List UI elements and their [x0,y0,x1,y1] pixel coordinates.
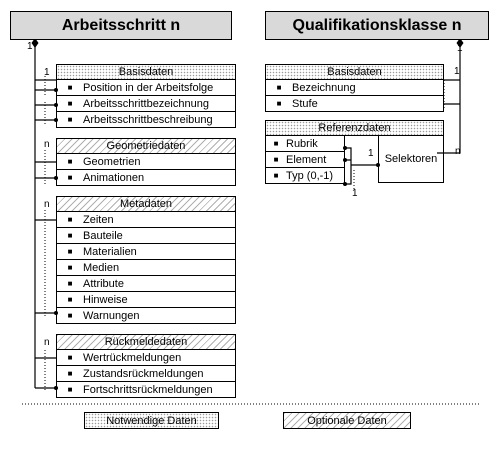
list-item [57,80,235,95]
list-item [57,259,235,275]
basisdaten-header: Basisdaten [56,64,236,80]
ref-cardinality-right: n [455,146,461,157]
metadaten-cardinality: n [44,199,50,210]
metadaten-items [56,212,236,324]
list-item [57,307,235,323]
bullet-icon: ■ [67,369,73,378]
list-item [57,275,235,291]
bullet-icon: ■ [273,155,279,164]
item-label: Medien [83,261,120,274]
left-title: Arbeitsschritt n [10,11,232,40]
bullet-icon: ■ [276,99,282,108]
list-item [266,151,344,167]
selektoren-box: Selektoren [378,136,444,183]
bullet-icon: ■ [67,385,73,394]
bullet-icon: ■ [67,83,73,92]
bullet-icon: ■ [67,173,73,182]
right-basisdaten-cardinality: 1 [454,66,460,77]
item-label: Element [286,153,327,166]
item-label: Warnungen [83,309,140,322]
item-label: Hinweise [83,293,128,306]
item-label: Fortschrittsrückmeldungen [83,383,213,396]
referenzdaten-header: Referenzdaten [265,120,444,136]
bullet-icon: ■ [67,295,73,304]
list-item [57,95,235,111]
bullet-icon: ■ [67,311,73,320]
item-label: Bauteile [83,229,123,242]
item-label: Typ (0,-1) [286,169,334,182]
bullet-icon: ■ [67,231,73,240]
list-item [57,365,235,381]
item-label: Animationen [83,171,145,184]
list-item [57,227,235,243]
bullet-icon: ■ [276,83,282,92]
item-label: Position in der Arbeitsfolge [83,81,214,94]
ref-cardinality-bottom: 1 [352,188,358,199]
item-label: Materialien [83,245,137,258]
list-item [57,212,235,227]
list-item [57,111,235,127]
list-item [266,95,443,111]
list-item [266,80,443,95]
ref-cardinality-left: 1 [368,148,374,159]
referenzdaten-items [265,136,345,184]
bullet-icon: ■ [67,279,73,288]
rueckmeldedaten-items [56,350,236,398]
list-item [57,169,235,185]
item-label: Rubrik [286,137,318,150]
item-label: Arbeitsschrittbezeichnung [83,97,209,110]
list-item [57,381,235,397]
basisdaten-items [56,80,236,128]
geometriedaten-items [56,154,236,186]
item-label: Arbeitsschrittbeschreibung [83,113,213,126]
bullet-icon: ■ [67,215,73,224]
item-label: Zustandsrückmeldungen [83,367,204,380]
bullet-icon: ■ [67,99,73,108]
bullet-icon: ■ [67,263,73,272]
item-label: Stufe [292,97,318,110]
bullet-icon: ■ [67,247,73,256]
right-basisdaten-header: Basisdaten [265,64,444,80]
right-root-cardinality: 1 [457,43,463,54]
legend-required: Notwendige Daten [84,412,219,429]
legend-optional: Optionale Daten [283,412,411,429]
geometriedaten-cardinality: n [44,139,50,150]
geometriedaten-header: Geometriedaten [56,138,236,154]
item-label: Bezeichnung [292,81,356,94]
list-item [57,291,235,307]
bullet-icon: ■ [67,353,73,362]
right-title: Qualifikationsklasse n [265,11,489,40]
bullet-icon: ■ [273,139,279,148]
item-label: Zeiten [83,213,114,226]
list-item [57,243,235,259]
metadaten-header: Metadaten [56,196,236,212]
item-label: Wertrückmeldungen [83,351,182,364]
list-item [266,136,344,151]
bullet-icon: ■ [67,115,73,124]
list-item [266,167,344,183]
rueckmeldedaten-header: Rückmeldedaten [56,334,236,350]
rueckmeldedaten-cardinality: n [44,337,50,348]
list-item [57,154,235,169]
right-basisdaten-items [265,80,444,112]
list-item [57,350,235,365]
bullet-icon: ■ [273,171,279,180]
bullet-icon: ■ [67,157,73,166]
item-label: Attribute [83,277,124,290]
basisdaten-cardinality: 1 [44,67,50,78]
left-root-cardinality: 1 [27,41,33,52]
item-label: Geometrien [83,155,141,168]
